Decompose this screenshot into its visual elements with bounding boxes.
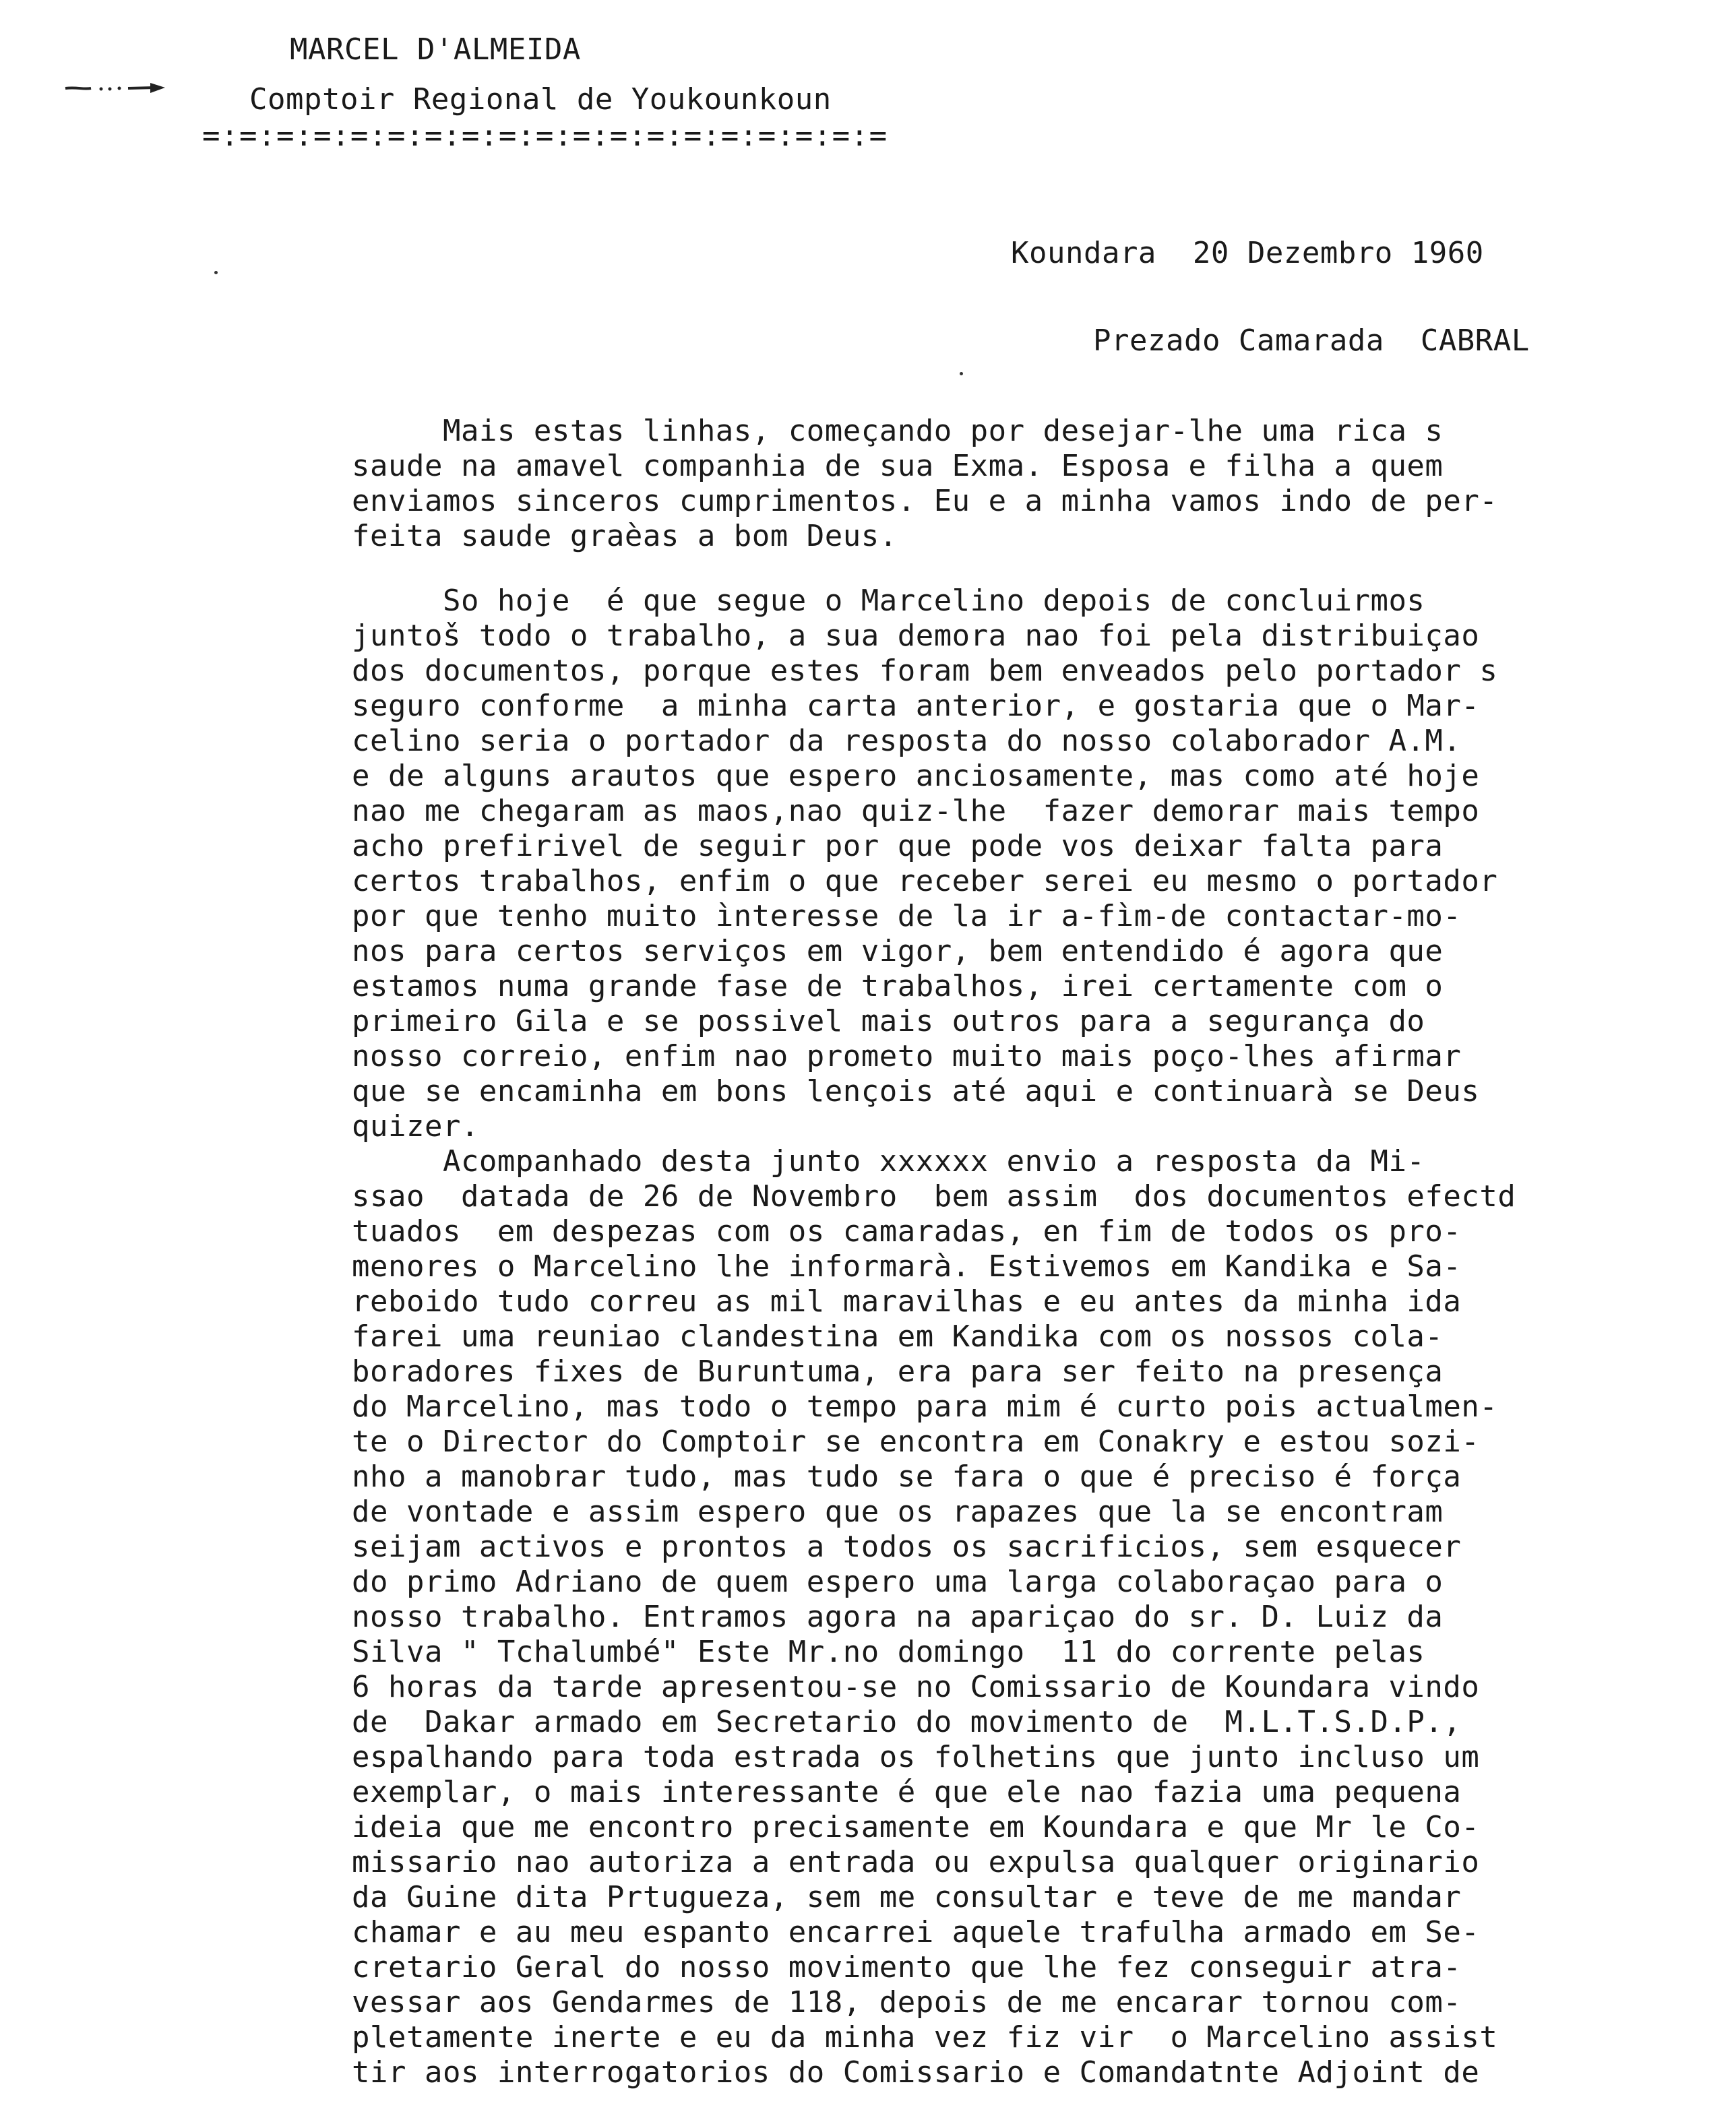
body-line: saude na amavel companhia de sua Exma. Esposa e filha a quem [352, 449, 1444, 483]
body-line: exemplar, o mais interessante é que ele nao fazia uma pequena [352, 1775, 1462, 1809]
body-line: de Dakar armado em Secretario do movimento de M.L.T.S.D.P., [352, 1705, 1462, 1739]
body-line: que se encaminha em bons lençois até aqui e continuarà se Deus [352, 1074, 1480, 1108]
body-line: nosso trabalho. Entramos agora na apariçao do sr. D. Luiz da [352, 1600, 1444, 1634]
body-line: de vontade e assim espero que os rapazes que la se encontram [352, 1495, 1444, 1529]
paper-speck [214, 271, 218, 274]
body-line: seguro conforme a minha carta anterior, e gostaria que o Mar- [352, 689, 1480, 723]
body-line: Mais estas linhas, começando por desejar-lhe uma rica s [352, 414, 1444, 448]
body-line: cretario Geral do nosso movimento que lhe fez conseguir atra- [352, 1950, 1462, 1985]
body-line: do Marcelino, mas todo o tempo para mim é curto pois actualmen- [352, 1389, 1498, 1424]
handwritten-arrow-mark [64, 80, 172, 97]
body-line: ssao datada de 26 de Novembro bem assim dos documentos efectd [352, 1179, 1516, 1214]
dateline: Koundara 20 Dezembro 1960 [1011, 236, 1484, 270]
body-line: Silva " Tchalumbé" Este Mr.no domingo 11 do corrente pelas [352, 1635, 1425, 1669]
body-line: certos trabalhos, enfim o que receber serei eu mesmo o portador [352, 864, 1498, 898]
body-line: juntoš todo o trabalho, a sua demora nao foi pela distribuiçao [352, 619, 1480, 653]
letterhead-rule: =:=:=:=:=:=:=:=:=:=:=:=:=:=:=:=:=:=:= [202, 119, 888, 153]
body-line: te o Director do Comptoir se encontra em Conakry e estou sozi- [352, 1425, 1480, 1459]
body-line: seijam activos e prontos a todos os sacrificios, sem esquecer [352, 1530, 1462, 1564]
body-line: dos documentos, porque estes foram bem enveados pelo portador s [352, 654, 1498, 688]
body-line: boradores fixes de Buruntuma, era para ser feito na presença [352, 1354, 1444, 1389]
body-line: nosso correio, enfim nao prometo muito mais poço-lhes afirmar [352, 1039, 1462, 1073]
body-line: da Guine dita Prtugueza, sem me consultar e teve de me mandar [352, 1880, 1462, 1914]
salutation: Prezado Camarada CABRAL [1093, 323, 1530, 358]
body-line: reboido tudo correu as mil maravilhas e eu antes da minha ida [352, 1284, 1462, 1319]
body-line: Acompanhado desta junto xxxxxx envio a resposta da Mi- [352, 1144, 1425, 1179]
body-line: enviamos sinceros cumprimentos. Eu e a minha vamos indo de per- [352, 484, 1498, 518]
body-line: do primo Adriano de quem espero uma larga colaboraçao para o [352, 1565, 1444, 1599]
body-line: So hoje é que segue o Marcelino depois de concluirmos [352, 584, 1425, 618]
body-line: e de alguns arautos que espero anciosamente, mas como até hoje [352, 759, 1480, 793]
body-line: menores o Marcelino lhe informarà. Estivemos em Kandika e Sa- [352, 1249, 1462, 1284]
body-line: por que tenho muito ìnteresse de la ir a-fìm-de contactar-mo- [352, 899, 1462, 933]
body-line: quizer. [352, 1109, 479, 1144]
body-line: estamos numa grande fase de trabalhos, irei certamente com o [352, 969, 1444, 1003]
letterhead-company: Comptoir Regional de Youkounkoun [249, 82, 832, 117]
body-line: pletamente inerte e eu da minha vez fiz vir o Marcelino assist [352, 2020, 1498, 2055]
body-line: celino seria o portador da resposta do nosso colaborador A.M. [352, 724, 1462, 758]
body-line: farei uma reuniao clandestina em Kandika com os nossos cola- [352, 1319, 1444, 1354]
body-line: tir aos interrogatorios do Comissario e Comandatnte Adjoint de [352, 2055, 1480, 2090]
body-line: chamar e au meu espanto encarrei aquele trafulha armado em Se- [352, 1915, 1480, 1949]
body-line: nao me chegaram as maos,nao quiz-lhe fazer demorar mais tempo [352, 794, 1480, 828]
body-line: tuados em despezas com os camaradas, en fim de todos os pro- [352, 1214, 1462, 1249]
paper-speck [960, 372, 963, 375]
body-line: missario nao autoriza a entrada ou expulsa qualquer originario [352, 1845, 1480, 1879]
body-line: espalhando para toda estrada os folhetins que junto incluso um [352, 1740, 1480, 1774]
body-line: ideia que me encontro precisamente em Koundara e que Mr le Co- [352, 1810, 1480, 1844]
letterhead-name: MARCEL D'ALMEIDA [290, 32, 581, 67]
body-line: feita saude graèas a bom Deus. [352, 519, 898, 553]
body-line: primeiro Gila e se possivel mais outros para a segurança do [352, 1004, 1425, 1038]
body-line: acho prefirivel de seguir por que pode vos deixar falta para [352, 829, 1444, 863]
body-line: nos para certos serviços em vigor, bem entendido é agora que [352, 934, 1444, 968]
body-line: vessar aos Gendarmes de 118, depois de me encarar tornou com- [352, 1985, 1462, 2020]
body-line: 6 horas da tarde apresentou-se no Comissario de Koundara vindo [352, 1670, 1480, 1704]
body-line: nho a manobrar tudo, mas tudo se fara o que é preciso é força [352, 1460, 1462, 1494]
